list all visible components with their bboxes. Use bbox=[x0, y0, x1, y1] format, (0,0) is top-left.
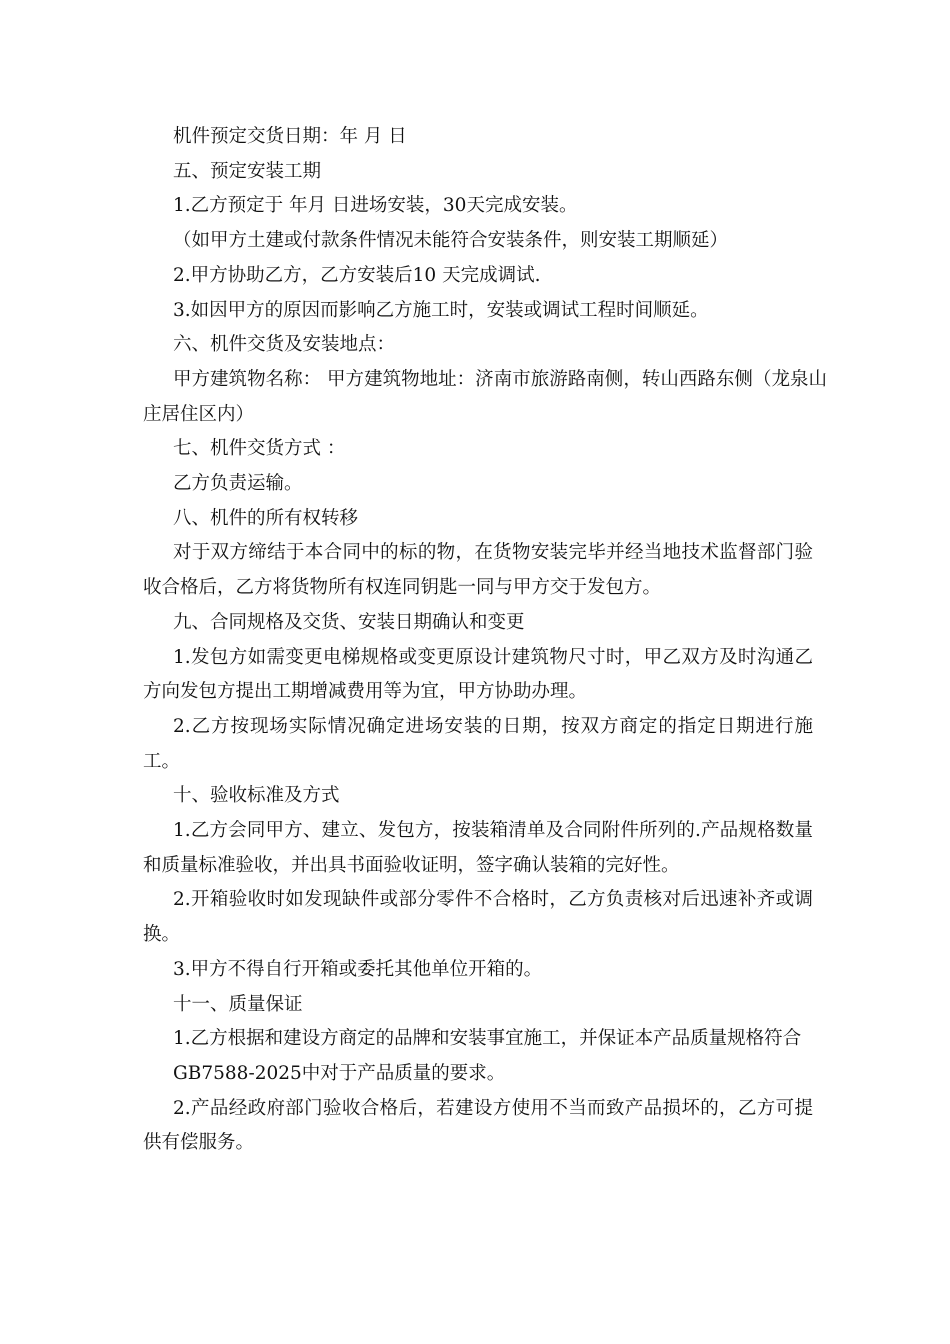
section-5-item-2: 2.甲方协助乙方，乙方安装后10 天完成调试. bbox=[173, 264, 541, 286]
section-11-item-1: 1.乙方根据和建设方商定的品牌和安装事宜施工，并保证本产品质量规格符合 bbox=[173, 1028, 802, 1050]
section-9-item-1: 1.发包方如需变更电梯规格或变更原设计建筑物尺寸时，甲乙双方及时沟通乙方向发包方提出工期增减费用等为宜，甲方协助办理。 bbox=[143, 646, 813, 703]
section-11-heading: 十一、质量保证 bbox=[173, 993, 303, 1015]
section-10-item-3: 3.甲方不得自行开箱或委托其他单位开箱的。 bbox=[173, 958, 543, 980]
section-11-standard: GB7588-2025中对于产品质量的要求。 bbox=[173, 1062, 506, 1084]
section-6-address: 甲方建筑物名称： 甲方建筑物地址：济南市旅游路南侧，转山西路东侧（龙泉山庄居住区内） bbox=[143, 368, 827, 425]
section-7-heading: 七、机件交货方式 ： bbox=[173, 438, 346, 460]
section-8-heading: 八、机件的所有权转移 bbox=[173, 507, 359, 529]
section-9-heading: 九、合同规格及交货、安装日期确认和变更 bbox=[173, 611, 525, 633]
section-5-note: （如甲方土建或付款条件情况未能符合安装条件，则安装工期顺延） bbox=[173, 230, 729, 252]
section-7-body: 乙方负责运输。 bbox=[173, 473, 303, 495]
section-9-item-2: 2.乙方按现场实际情况确定进场安装的日期，按双方商定的指定日期进行施工。 bbox=[143, 715, 813, 772]
section-5-item-3: 3.如因甲方的原因而影响乙方施工时，安装或调试工程时间顺延。 bbox=[173, 299, 709, 321]
section-11-item-2: 2.产品经政府部门验收合格后，若建设方使用不当而致产品损坏的，乙方可提供有偿服务。 bbox=[143, 1097, 813, 1154]
section-10-item-1: 1.乙方会同甲方、建立、发包方，按装箱清单及合同附件所列的.产品规格数量和质量标准验收，并出具书面验收证明，签字确认装箱的完好性。 bbox=[143, 820, 813, 876]
document-body bbox=[143, 120, 827, 1161]
section-5-item-1: 1.乙方预定于 年月 日进场安装，30天完成安装。 bbox=[173, 195, 578, 217]
section-6-heading: 六、机件交货及安装地点： bbox=[173, 334, 396, 356]
section-10-item-2: 2.开箱验收时如发现缺件或部分零件不合格时，乙方负责核对后迅速补齐或调换。 bbox=[143, 889, 813, 946]
delivery-date-line: 机件预定交货日期：年 月 日 bbox=[173, 126, 407, 147]
section-8-body: 对于双方缔结于本合同中的标的物，在货物安装完毕并经当地技术监督部门验收合格后，乙方将货物所有权连同钥匙一同与甲方交于发包方。 bbox=[143, 542, 813, 599]
section-10-heading: 十、验收标准及方式 bbox=[173, 785, 340, 807]
section-5-heading: 五、预定安装工期 bbox=[173, 160, 322, 182]
